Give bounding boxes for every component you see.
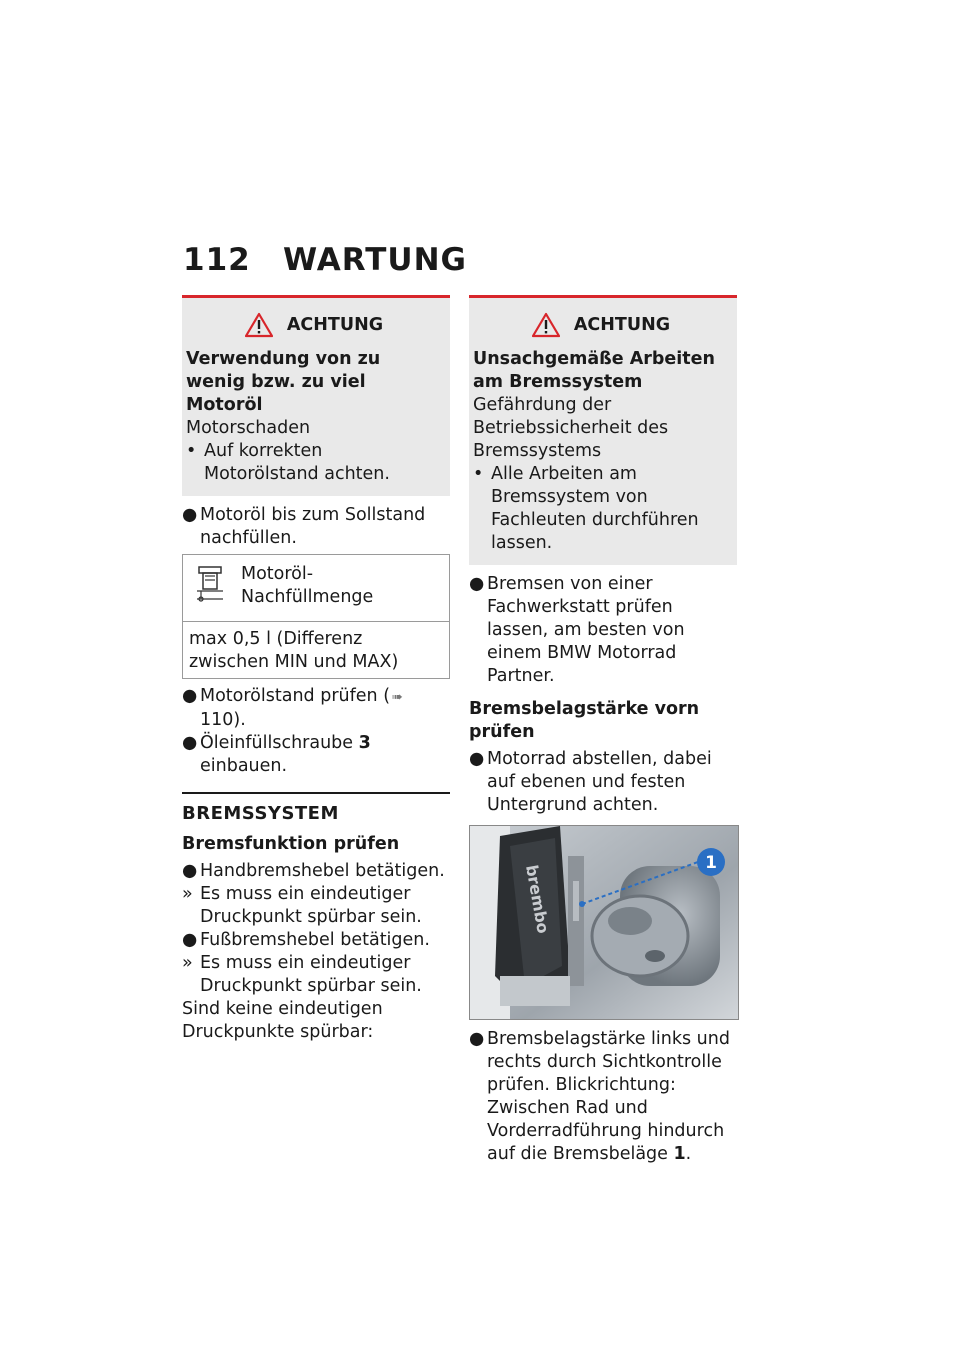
list-item: [182, 504, 450, 550]
warning-triangle-icon: [532, 312, 560, 338]
page-header: [183, 242, 467, 278]
left-column: [182, 295, 450, 1044]
bullet-dot: ●: [182, 861, 198, 881]
step-text: Motoröl bis zum Sollstand nachfüllen.: [200, 505, 426, 548]
step-text-suffix: einbauen.: [200, 756, 288, 776]
bullet-dot: ●: [182, 930, 198, 950]
callout-number: 1: [705, 853, 717, 873]
bullet-dot: ●: [469, 749, 485, 769]
part-number: 1: [673, 1144, 686, 1164]
page-title: WARTUNG: [283, 242, 467, 278]
step-text: Öleinfüllschraube: [200, 733, 359, 753]
warning-action-text: Auf korrekten Motorölstand achten.: [204, 441, 390, 484]
part-number: 3: [358, 733, 371, 753]
warning-action: [473, 463, 729, 555]
result-arrow: »: [182, 953, 193, 973]
step-text: Bremsen von einer Fachwerkstatt prüfen lassen, am besten von einem BMW Motorrad Partner.: [487, 574, 685, 686]
reference-arrow-icon: ➠: [392, 690, 403, 705]
warning-header: [473, 312, 729, 338]
spec-table: [182, 554, 450, 679]
list-item: [469, 748, 737, 817]
bullet-dot: ●: [182, 733, 198, 753]
warning-label: ACHTUNG: [286, 314, 384, 335]
bullet-dot: ●: [469, 574, 485, 594]
section-title: BREMSSYSTEM: [182, 803, 339, 824]
brake-note: Sind keine eindeutigen Druckpunkte spürbar:: [182, 999, 383, 1042]
result-item: [182, 952, 450, 998]
warning-action: [186, 440, 442, 486]
warning-label: ACHTUNG: [573, 314, 671, 335]
warning-action-text: Alle Arbeiten am Bremssystem von Fachleuten durchführen lassen.: [491, 464, 699, 553]
caliper-brand-text: brembo: [522, 863, 553, 935]
list-item: [469, 573, 737, 688]
warning-consequence: Gefährdung der Betriebssicherheit des Bremssystems: [473, 395, 669, 461]
step-text: Fußbremshebel betätigen.: [200, 930, 430, 950]
subsection-title: Bremsbelagstärke vorn prüfen: [469, 699, 700, 742]
step-text: Motorrad abstellen, dabei auf ebenen und festen Untergrund achten.: [487, 749, 712, 815]
oil-fill-icon: [191, 563, 231, 603]
warning-box-oil: [182, 295, 450, 496]
bullet-dot: ●: [469, 1029, 485, 1049]
result-text: Es muss ein eindeutiger Druckpunkt spürbar sein.: [200, 953, 422, 996]
result-item: [182, 883, 450, 929]
brake-caliper-photo: [469, 825, 739, 1020]
warning-box-brakes: [469, 295, 737, 565]
list-item: [182, 929, 450, 952]
result-text: Es muss ein eindeutiger Druckpunkt spürbar sein.: [200, 884, 422, 927]
warning-heading: Verwendung von zu wenig bzw. zu viel Motoröl: [186, 349, 381, 415]
bullet-dot: ●: [182, 505, 198, 525]
step-text: Handbremshebel betätigen.: [200, 861, 445, 881]
warning-triangle-icon: [245, 312, 273, 338]
list-item: [182, 860, 450, 883]
warning-consequence: Motorschaden: [186, 418, 311, 438]
list-item: [182, 685, 450, 732]
brake-caliper-illustration: [470, 826, 738, 1019]
right-column: [469, 295, 737, 1166]
step-text-suffix: ).: [233, 710, 246, 730]
spec-title: Motoröl-Nachfüllmenge: [241, 564, 374, 607]
subsection-title: Bremsfunktion prüfen: [182, 834, 400, 854]
spec-value: max 0,5 l (Differenz zwischen MIN und MAX): [189, 629, 399, 672]
bullet-dot: •: [473, 464, 484, 484]
list-item: [469, 1028, 737, 1166]
step-text: Bremsbelagstärke links und rechts durch Sichtkontrolle prüfen. Blickrichtung: Zwischen Rad und Vorderradführung hindurch auf die Bremsbeläge: [487, 1029, 730, 1164]
section-divider: [182, 792, 450, 825]
bullet-dot: ●: [182, 686, 198, 706]
bullet-dot: •: [186, 441, 197, 461]
step-text-suffix: .: [685, 1144, 692, 1164]
spec-header: [183, 555, 449, 622]
list-item: [182, 732, 450, 778]
warning-header: [186, 312, 442, 338]
warning-heading: Unsachgemäße Arbeiten am Bremssystem: [473, 349, 715, 392]
step-text: Motorölstand prüfen (: [200, 686, 391, 706]
result-arrow: »: [182, 884, 193, 904]
page-reference-link[interactable]: 110: [200, 710, 234, 730]
page-number: 112: [183, 242, 251, 278]
